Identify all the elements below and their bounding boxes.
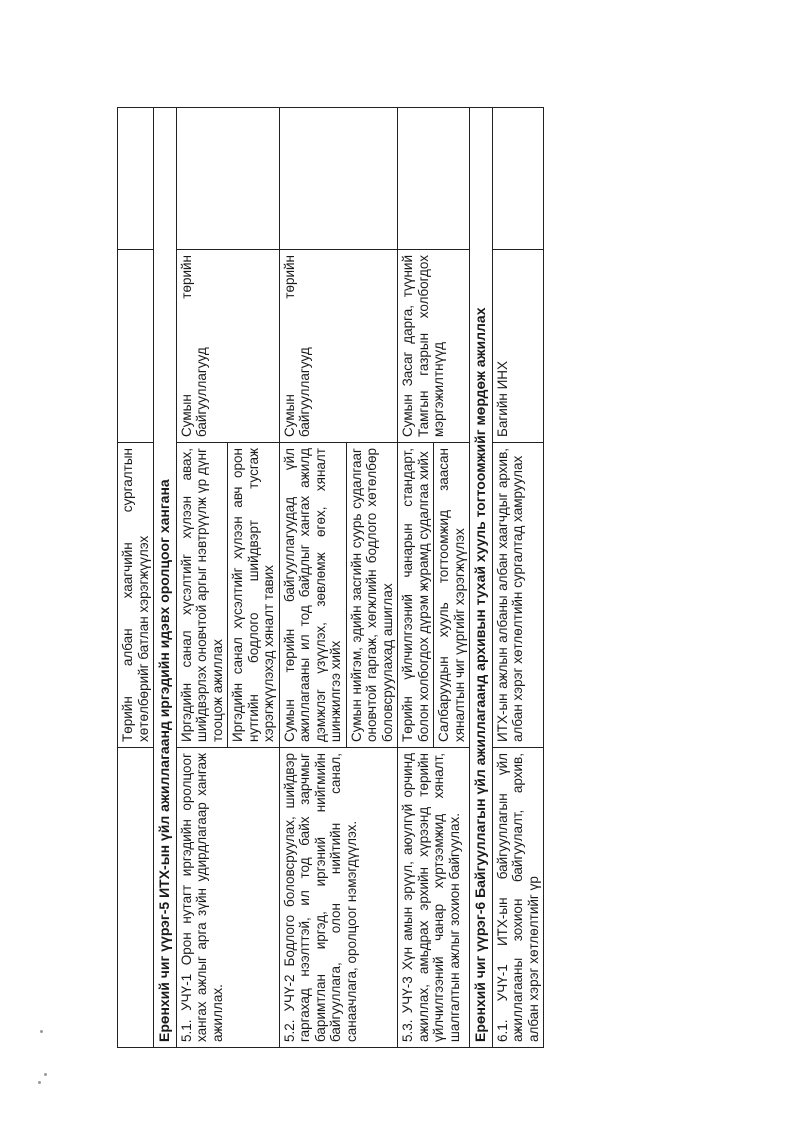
table-row xyxy=(176,108,228,1048)
section-row xyxy=(154,108,177,1048)
header-cell xyxy=(118,748,154,1048)
header-cell xyxy=(118,250,154,443)
scan-speck xyxy=(44,1073,47,1076)
table-row xyxy=(118,108,154,1048)
activity-cell: Төрийн үйлчилгээний чанарын стандарт, болон холбогдох дүрэм журамд судалгаа хийх xyxy=(398,443,434,748)
empty-cell xyxy=(492,108,544,250)
section-row xyxy=(470,108,493,1048)
responsible-cell: Сумын төрийн байгууллагууд xyxy=(176,250,279,443)
activity-cell: Сумын нийгэм, эдийн засгийн суурь судалгааг оновчтой гаргаж, хөгжлийн бодлого хөтөлбөр боловсруулахад ашиглах xyxy=(346,443,398,748)
responsible-cell: Сумын Засаг дарга, түүний Тамгын газрын холбогдох мэргэжилтнүүд xyxy=(398,250,470,443)
table-row xyxy=(398,108,434,1048)
empty-cell xyxy=(279,108,398,250)
objective-cell: 5.1. УЧҮ-1 Орон нутагт иргэдийн оролцоог хангах ажлыг арга зүйн удирдлагаар хангаж ажиллах. xyxy=(176,748,279,1048)
activity-cell: Сумын төрийн байгууллагуудад үйл ажиллагааны ил тод байдлыг хангах ажилд дэмжлэг үзүүлэх, зөвлөмж өгөх, хяналт шинжилгээ хийх xyxy=(279,443,346,748)
header-cell xyxy=(118,108,154,250)
activity-cell: Иргэдийн санал хүсэлтийг хүлээн авч орон нутгийн бодлого шийдвэрт тусгаж хэрэгжүүлэхэд хяналт тавих xyxy=(228,443,280,748)
scan-speck xyxy=(40,1030,43,1033)
plan-table xyxy=(117,107,544,1048)
activity-cell: Салбаруудын хууль тогтоомжид заасан хяналтын чиг үүргийг хэрэгжүүлэх xyxy=(434,443,470,748)
objective-cell: 5.2. УЧҮ-2 Бодлого боловсруулах, шийдвэр гаргахад нээлттэй, ил тод байх зарчмыг баримтлан иргэд, иргэний нийгмийн байгууллага, олон нийтийн санал, санаачлага, оролцоог нэмэгдүүлэх. xyxy=(279,748,398,1048)
objective-cell: 6.1. УЧҮ-1 ИТХ-ын байгууллагын үйл ажиллагааны зохион байгуулалт, архив, албан хэрэг хөтлөлтийг үр xyxy=(492,748,544,1048)
objective-cell: 5.3. УЧҮ-3 Хүн амын эрүүл, аюулгүй орчинд ажиллах, амьдрах эрхийн хүрээнд төрийн үйлчилгээний чанар хүртээмжид хяналт, шалгалтын ажлыг зохион байгуулах. xyxy=(398,748,470,1048)
responsible-cell: Сумын төрийн байгууллагууд xyxy=(279,250,398,443)
section-title: Ерөнхий чиг үүрэг-6 Байгууллагын үйл ажиллагаанд архивын тухай хууль тогтоомжийг мөрдөж ажиллах xyxy=(470,108,493,1048)
table-row xyxy=(279,108,346,1048)
header-cell: Төрийн албан хаагчийн сургалтын хөтөлбөрийг батлан хэрэгжүүлэх xyxy=(118,443,154,748)
empty-cell xyxy=(398,108,470,250)
table-row xyxy=(492,108,544,1048)
rotated-table-page xyxy=(117,108,775,1048)
scan-speck xyxy=(38,1081,41,1084)
section-title: Ерөнхий чиг үүрэг-5 ИТХ-ын үйл ажиллагаанд иргэдийн идэвх оролцоог хангана xyxy=(154,108,177,1048)
empty-cell xyxy=(176,108,279,250)
activity-cell: Иргэдийн санал хүсэлтийг хүлээн авах, шийдвэрлэх оновчтой аргыг нэвтрүүлж үр дүнг тооцож ажиллах xyxy=(176,443,228,748)
responsible-cell: Багийн ИНХ xyxy=(492,250,544,443)
activity-cell: ИТХ-ын ажлын албаны албан хаагчдыг архив, албан хэрэг хөтлөлтийн сургалтад хамруулах xyxy=(492,443,544,748)
